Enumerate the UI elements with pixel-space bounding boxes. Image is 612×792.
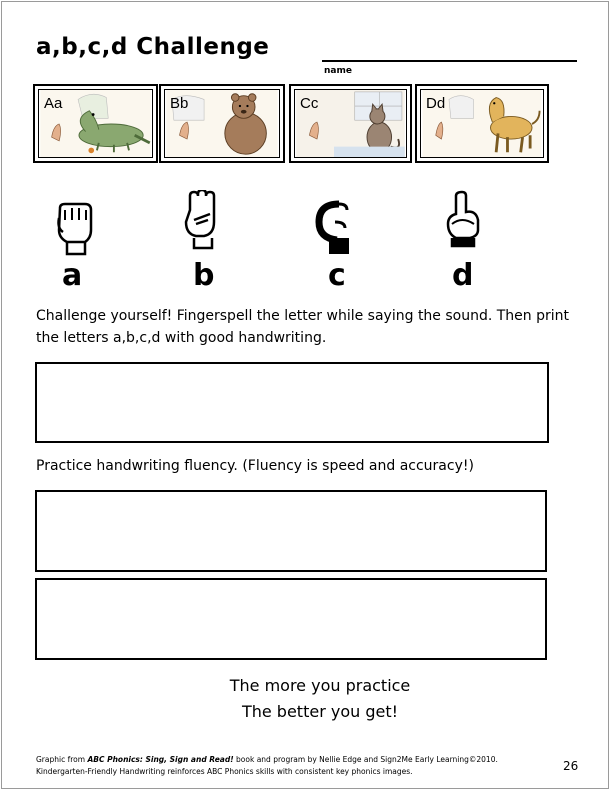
card-label-bb: Bb [170, 95, 189, 112]
card-alligator [33, 84, 158, 163]
footer-credit-line-2: Kindergarten-Friendly Handwriting reinforces ABC Phonics skills with consistent key phonics images. [36, 767, 413, 776]
card-cat [289, 84, 412, 163]
handwriting-box-1[interactable] [35, 362, 549, 443]
card-dog [415, 84, 549, 163]
footer-credit-prefix: Graphic from [36, 755, 88, 764]
challenge-instructions: Challenge yourself! Fingerspell the letter while saying the sound. Then print the letters a,b,c,d with good handwriting. [36, 308, 570, 346]
fluency-instructions: Practice handwriting fluency. (Fluency is speed and accuracy!) [36, 458, 474, 474]
footer-credit-line-1 [36, 755, 498, 764]
handwriting-box-3[interactable] [35, 578, 547, 660]
asl-hand-b-icon [172, 190, 232, 250]
card-label-cc: Cc [300, 95, 319, 112]
sign-letter-d: d [452, 258, 474, 293]
sign-letter-b: b [193, 258, 215, 293]
page-number: 26 [563, 759, 579, 773]
asl-hand-a-icon [45, 198, 105, 258]
asl-hand-d-icon [432, 188, 492, 248]
name-label: name [324, 66, 352, 76]
page-title: a,b,c,d Challenge [36, 34, 270, 60]
card-label-aa: Aa [44, 95, 63, 112]
sign-letter-c: c [328, 258, 346, 293]
footer-credit-suffix: book and program by Nellie Edge and Sign2Me Early Learning©2010. [233, 755, 498, 764]
handwriting-box-2[interactable] [35, 490, 547, 572]
sign-letter-a: a [62, 258, 83, 293]
motto-line-1: The more you practice [229, 676, 411, 695]
name-line[interactable] [322, 60, 577, 62]
motto-line-2: The better you get! [241, 702, 399, 721]
asl-hand-c-icon [305, 196, 365, 256]
card-label-dd: Dd [426, 95, 446, 112]
card-bear [159, 84, 285, 163]
footer-book-title: ABC Phonics: Sing, Sign and Read! [87, 755, 234, 764]
